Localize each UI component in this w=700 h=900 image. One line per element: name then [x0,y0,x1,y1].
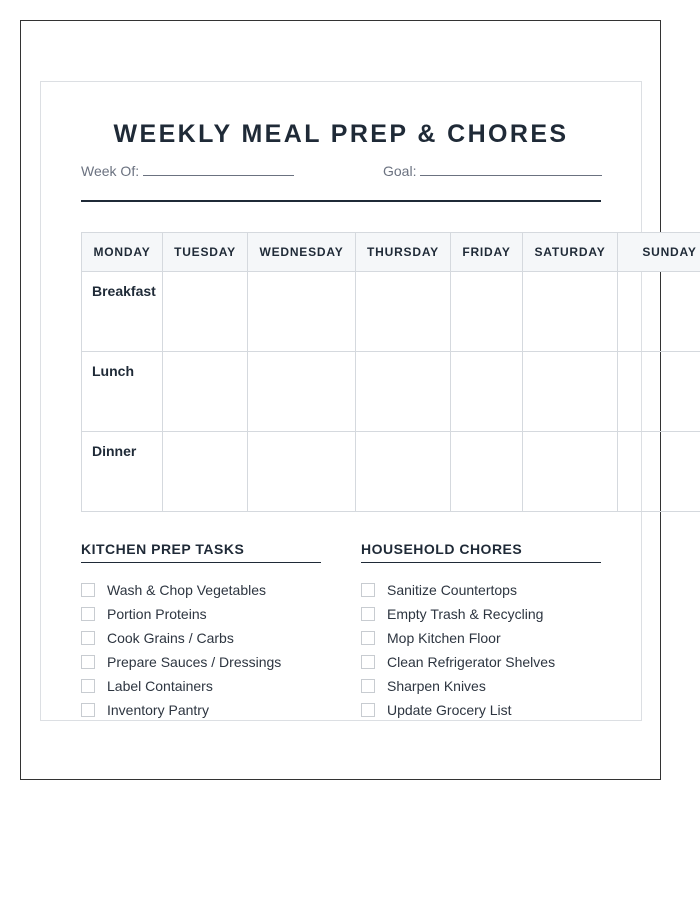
day-header-row [82,233,700,272]
meal-row-dinner [82,432,700,512]
meal-cell[interactable] [356,432,451,512]
day-header-saturday: SATURDAY [523,233,618,272]
chore-checkbox[interactable] [361,703,375,717]
chore-label: Sharpen Knives [387,678,486,694]
meal-cell[interactable] [618,272,700,352]
meal-cell[interactable] [523,272,618,352]
meal-cell[interactable] [523,352,618,432]
day-header-monday: MONDAY [82,233,163,272]
meal-cell[interactable] [618,432,700,512]
meal-grid [81,232,700,512]
chore-checkbox[interactable] [361,631,375,645]
task-checkbox[interactable] [81,583,95,597]
kitchen-task-item [81,626,321,650]
day-header-friday: FRIDAY [451,233,523,272]
meal-label-dinner: Dinner [82,432,163,512]
week-of-blank[interactable] [143,163,294,176]
meal-cell[interactable] [248,432,356,512]
task-checkbox[interactable] [81,655,95,669]
week-of-field [81,163,294,179]
weekly-planner [81,232,700,512]
chore-item [361,698,601,722]
chore-item [361,578,601,602]
kitchen-task-item [81,674,321,698]
day-header-tuesday: TUESDAY [163,233,248,272]
meal-cell[interactable] [248,352,356,432]
task-label: Prepare Sauces / Dressings [107,654,282,670]
page-title: WEEKLY MEAL PREP & CHORES [113,120,569,148]
chore-label: Mop Kitchen Floor [387,630,501,646]
household-chores-list [361,578,601,722]
chore-checkbox[interactable] [361,607,375,621]
meal-row-lunch [82,352,700,432]
kitchen-task-item [81,578,321,602]
meal-cell[interactable] [248,272,356,352]
meal-cell[interactable] [356,272,451,352]
task-label: Wash & Chop Vegetables [107,582,267,598]
kitchen-task-item [81,650,321,674]
task-label: Portion Proteins [107,606,207,622]
chore-label: Sanitize Countertops [387,582,517,598]
chore-item [361,626,601,650]
household-chores-heading: HOUSEHOLD CHORES [361,541,601,563]
header-divider [81,200,601,202]
week-of-label: Week Of: [81,163,140,179]
chore-checkbox[interactable] [361,679,375,693]
goal-label: Goal: [383,163,417,179]
meal-cell[interactable] [451,272,523,352]
chore-item [361,650,601,674]
meal-label-lunch: Lunch [82,352,163,432]
goal-field [383,163,602,179]
day-header-thursday: THURSDAY [356,233,451,272]
chore-item [361,602,601,626]
day-header-wednesday: WEDNESDAY [248,233,356,272]
meal-cell[interactable] [356,352,451,432]
meal-label-breakfast: Breakfast [82,272,163,352]
household-chores-section [361,541,601,722]
kitchen-task-item [81,602,321,626]
kitchen-prep-heading: KITCHEN PREP TASKS [81,541,321,563]
chore-label: Clean Refrigerator Shelves [387,654,556,670]
task-label: Cook Grains / Carbs [107,630,234,646]
meal-row-breakfast [82,272,700,352]
chore-checkbox[interactable] [361,583,375,597]
meal-cell[interactable] [163,272,248,352]
task-checkbox[interactable] [81,703,95,717]
chore-label: Empty Trash & Recycling [387,606,544,622]
meal-cell[interactable] [618,352,700,432]
task-checkbox[interactable] [81,631,95,645]
meal-cell[interactable] [523,432,618,512]
goal-blank[interactable] [420,163,602,176]
chore-checkbox[interactable] [361,655,375,669]
task-checkbox[interactable] [81,607,95,621]
day-header-sunday: SUNDAY [618,233,700,272]
chore-label: Update Grocery List [387,702,512,718]
task-label: Inventory Pantry [107,702,209,718]
kitchen-prep-section [81,541,321,722]
meta-row [81,163,601,183]
kitchen-task-item [81,698,321,722]
meal-cell[interactable] [451,352,523,432]
meal-cell[interactable] [163,352,248,432]
meal-cell[interactable] [163,432,248,512]
chore-item [361,674,601,698]
kitchen-prep-list [81,578,321,722]
task-label: Label Containers [107,678,213,694]
task-checkbox[interactable] [81,679,95,693]
meal-cell[interactable] [451,432,523,512]
